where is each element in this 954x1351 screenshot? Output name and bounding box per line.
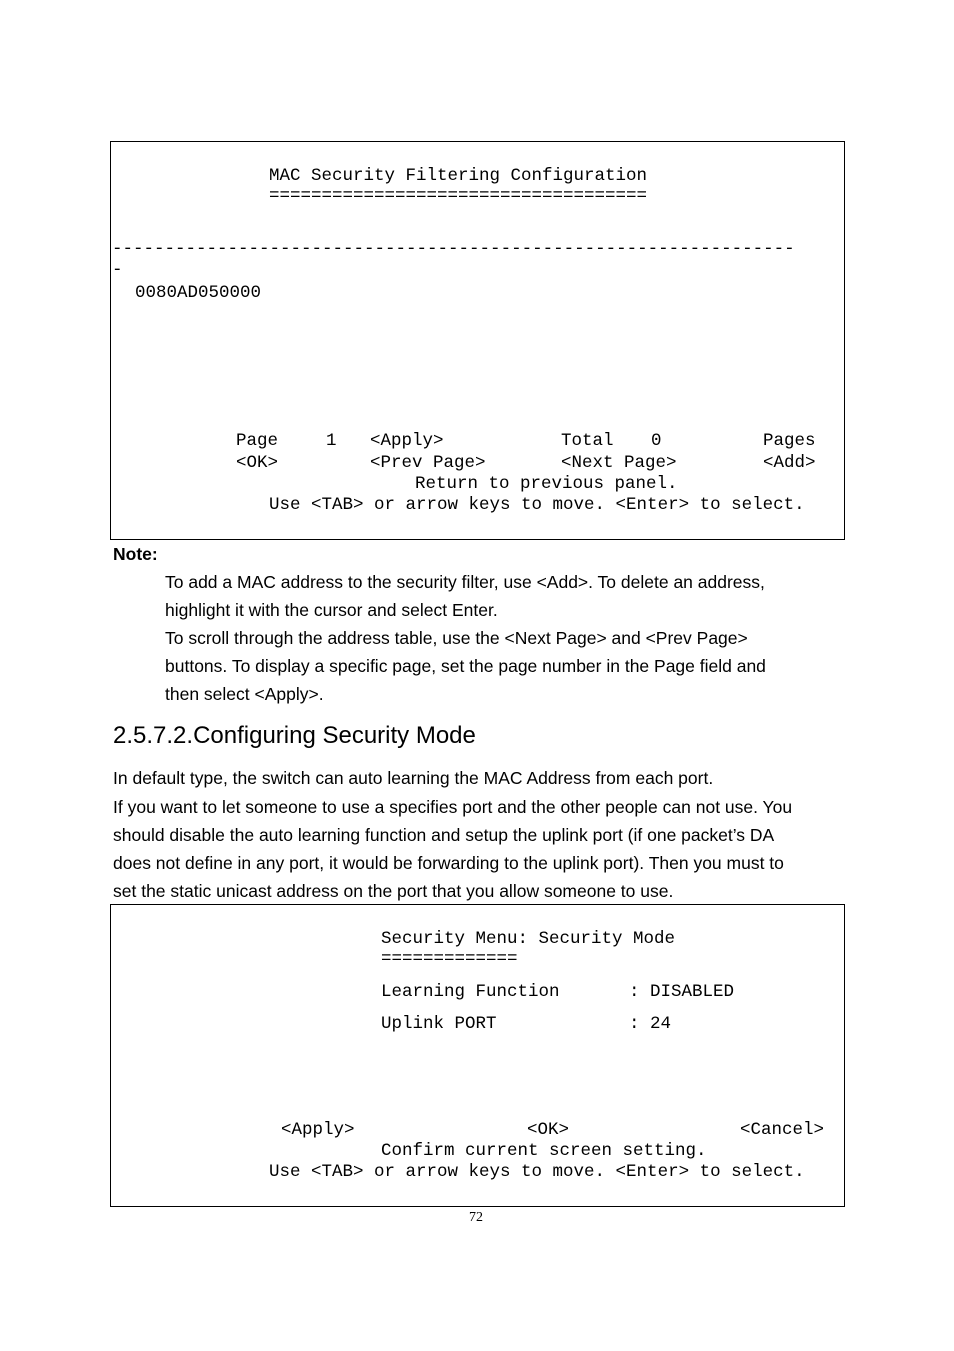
panel-title: Security Menu: Security Mode [381, 929, 676, 949]
note-label: Note: [113, 544, 158, 564]
mac-address-entry[interactable]: 0080AD050000 [135, 283, 262, 303]
ok-button[interactable]: <OK> [527, 1120, 570, 1140]
total-label: Total [561, 431, 614, 451]
note-line: To scroll through the address table, use the <Next Page> and <Prev Page> [165, 628, 748, 648]
body-line: does not define in any port, it would be forwarding to the uplink port). Then you must to [113, 853, 784, 873]
body-line: should disable the auto learning function and setup the uplink port (if one packet’s DA [113, 825, 775, 845]
pages-label: Pages [763, 431, 816, 451]
page-number: 72 [469, 1210, 483, 1225]
learning-function-label: Learning Function [381, 982, 560, 1002]
page-label: Page [236, 431, 279, 451]
prev-page-button[interactable]: <Prev Page> [370, 453, 486, 473]
help-line: Use <TAB> or arrow keys to move. <Enter> to select. [269, 495, 805, 515]
note-line: buttons. To display a specific page, set the page number in the Page field and [165, 656, 766, 676]
apply-button[interactable]: <Apply> [370, 431, 444, 451]
panel-title-underline: ============= [381, 949, 518, 969]
learning-function-value[interactable]: : DISABLED [629, 982, 735, 1002]
note-line: then select <Apply>. [165, 684, 324, 704]
separator-wrap: - [112, 260, 123, 280]
status-line: Confirm current screen setting. [381, 1141, 707, 1161]
uplink-port-value[interactable]: : 24 [629, 1014, 672, 1034]
body-line: If you want to let someone to use a specifies port and the other people can not use. You [113, 797, 793, 817]
body-line: set the static unicast address on the port that you allow someone to use. [113, 881, 674, 901]
note-line: highlight it with the cursor and select Enter. [165, 600, 498, 620]
section-heading: 2.5.7.2.Configuring Security Mode [113, 722, 476, 749]
apply-button[interactable]: <Apply> [281, 1120, 355, 1140]
status-line: Return to previous panel. [415, 474, 678, 494]
note-line: To add a MAC address to the security filter, use <Add>. To delete an address, [165, 572, 765, 592]
ok-button[interactable]: <OK> [236, 453, 279, 473]
page-number-field[interactable]: 1 [326, 431, 337, 451]
panel-title-underline: ==================================== [269, 186, 648, 206]
next-page-button[interactable]: <Next Page> [561, 453, 677, 473]
cancel-button[interactable]: <Cancel> [740, 1120, 825, 1140]
uplink-port-label: Uplink PORT [381, 1014, 497, 1034]
help-line: Use <TAB> or arrow keys to move. <Enter> to select. [269, 1162, 805, 1182]
panel-title: MAC Security Filtering Configuration [269, 166, 648, 186]
add-button[interactable]: <Add> [763, 453, 816, 473]
body-line: In default type, the switch can auto learning the MAC Address from each port. [113, 768, 714, 788]
security-mode-panel [110, 904, 845, 1207]
total-value: 0 [651, 431, 662, 451]
separator-line: ----------------------------------------------------------------- [112, 239, 795, 259]
mac-filter-panel [110, 141, 845, 540]
